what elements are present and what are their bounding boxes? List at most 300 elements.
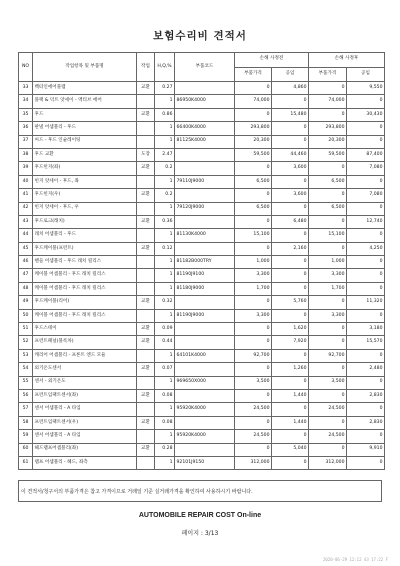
row-work	[137, 122, 155, 135]
table-row	[19, 162, 385, 175]
row-after-labor: 0	[347, 376, 385, 389]
row-work	[137, 256, 155, 269]
row-code: 81182B000TRY	[175, 256, 235, 269]
row-no: 49	[19, 296, 33, 309]
row-before-part-price: 0	[235, 323, 272, 336]
row-after-labor: 0	[347, 282, 385, 295]
row-code	[175, 108, 235, 121]
row-work: 교환	[137, 389, 155, 402]
row-code	[175, 82, 235, 95]
row-before-labor: 0	[272, 456, 309, 469]
row-before-part-price: 59,500	[235, 148, 272, 161]
row-work: 교환	[137, 215, 155, 228]
row-no: 34	[19, 95, 33, 108]
row-before-part-price: 0	[235, 242, 272, 255]
row-no: 37	[19, 135, 33, 148]
row-before-labor: 0	[272, 376, 309, 389]
row-item: 헤드램프어셈블리(좌)	[33, 443, 137, 456]
row-code: 81190J9100	[175, 269, 235, 282]
row-item: 후드힌지(좌)	[33, 162, 137, 175]
row-no: 54	[19, 363, 33, 376]
row-code	[175, 148, 235, 161]
table-row	[19, 189, 385, 202]
table-row	[19, 175, 385, 188]
row-before-labor: 0	[272, 135, 309, 148]
row-no: 46	[19, 256, 33, 269]
row-before-part-price: 24,500	[235, 403, 272, 416]
row-item: 씨드 - 후드 인슐레이팅	[33, 135, 137, 148]
row-code: 95920K4000	[175, 403, 235, 416]
row-after-labor: 0	[347, 430, 385, 443]
row-work: 교환	[137, 323, 155, 336]
row-work: 교환	[137, 363, 155, 376]
row-before-labor: 5,040	[272, 443, 309, 456]
row-before-part-price: 0	[235, 189, 272, 202]
row-no: 56	[19, 389, 33, 402]
row-after-labor: 9,550	[347, 82, 385, 95]
row-before-part-price: 312,000	[235, 456, 272, 469]
row-no: 42	[19, 202, 33, 215]
row-code	[175, 215, 235, 228]
row-hq: 1	[155, 282, 175, 295]
row-code: 81130K4000	[175, 229, 235, 242]
row-hq: 0.36	[155, 215, 175, 228]
row-after-part-price: 0	[309, 336, 347, 349]
header-after: 손해 사정후	[309, 53, 385, 68]
row-after-part-price: 0	[309, 108, 347, 121]
row-hq: 0.2	[155, 162, 175, 175]
row-before-labor: 0	[272, 309, 309, 322]
row-before-part-price: 3,300	[235, 309, 272, 322]
row-hq: 0.07	[155, 363, 175, 376]
row-hq: 1	[155, 95, 175, 108]
row-before-part-price: 3,500	[235, 376, 272, 389]
row-after-part-price: 59,500	[309, 148, 347, 161]
row-before-labor: 0	[272, 349, 309, 362]
row-no: 52	[19, 336, 33, 349]
row-after-part-price: 0	[309, 363, 347, 376]
row-no: 60	[19, 443, 33, 456]
row-before-part-price: 0	[235, 443, 272, 456]
row-code: 79110J9000	[175, 175, 235, 188]
row-item: 힌지 앗세이 - 후드, 좌	[33, 175, 137, 188]
row-no: 41	[19, 189, 33, 202]
row-item: 캐리어 어셈블리 - 프론트 엔드 모듈	[33, 349, 137, 362]
row-after-part-price: 3,300	[309, 269, 347, 282]
row-code	[175, 323, 235, 336]
table-row	[19, 389, 385, 402]
table-row	[19, 443, 385, 456]
row-before-part-price: 15,100	[235, 229, 272, 242]
table-body	[19, 82, 385, 470]
row-after-labor: 0	[347, 349, 385, 362]
row-item: 프런트패널(블록차)	[33, 336, 137, 349]
row-work: 교환	[137, 82, 155, 95]
row-item: 플랙 & 덕트 앗세이 - 액티브 에어	[33, 95, 137, 108]
row-before-part-price: 0	[235, 336, 272, 349]
row-no: 35	[19, 108, 33, 121]
row-after-part-price: 92,700	[309, 349, 347, 362]
row-hq: 1	[155, 122, 175, 135]
row-before-part-price: 24,500	[235, 430, 272, 443]
row-before-part-price: 0	[235, 416, 272, 429]
header-after-labor: 공임	[347, 67, 385, 82]
row-before-labor: 3,600	[272, 162, 309, 175]
row-work	[137, 95, 155, 108]
table-row	[19, 242, 385, 255]
row-before-labor: 1,260	[272, 363, 309, 376]
row-before-part-price: 0	[235, 162, 272, 175]
row-work: 교환	[137, 416, 155, 429]
row-work	[137, 229, 155, 242]
row-after-part-price: 1,000	[309, 256, 347, 269]
row-before-labor: 0	[272, 122, 309, 135]
row-hq: 0.28	[155, 443, 175, 456]
row-before-labor: 2,160	[272, 242, 309, 255]
row-item: 후드케이블(리어)	[33, 296, 137, 309]
row-item: 케이블 어셈블리 - 후드 래치 릴리스	[33, 269, 137, 282]
row-after-part-price: 0	[309, 189, 347, 202]
row-before-part-price: 6,500	[235, 175, 272, 188]
row-before-labor: 1,440	[272, 389, 309, 402]
row-after-part-price: 293,800	[309, 122, 347, 135]
row-no: 48	[19, 282, 33, 295]
row-after-part-price: 20,300	[309, 135, 347, 148]
table-row	[19, 202, 385, 215]
row-after-labor: 9,910	[347, 443, 385, 456]
row-after-part-price: 6,500	[309, 202, 347, 215]
row-item: 프런트임팩트센서(우)	[33, 416, 137, 429]
table-row	[19, 269, 385, 282]
row-before-part-price: 92,700	[235, 349, 272, 362]
row-item: 판넬 어셈블리 - 후드	[33, 122, 137, 135]
header-after-part-price: 부품가격	[309, 67, 347, 82]
row-after-part-price: 0	[309, 82, 347, 95]
row-after-labor: 30,430	[347, 108, 385, 121]
row-no: 40	[19, 175, 33, 188]
table-row	[19, 430, 385, 443]
page-number: 페이지 : 3/13	[181, 530, 219, 537]
row-no: 47	[19, 269, 33, 282]
row-before-part-price: 0	[235, 389, 272, 402]
row-before-labor: 0	[272, 175, 309, 188]
row-item: 센서 어셈블리 - A 타입	[33, 403, 137, 416]
table-row	[19, 148, 385, 161]
row-item: 후드 교환	[33, 148, 137, 161]
row-after-part-price: 15,100	[309, 229, 347, 242]
row-item: 후드	[33, 108, 137, 121]
table-row	[19, 95, 385, 108]
row-item: 핸들 어셈블리 - 후드 래치 릴리스	[33, 256, 137, 269]
row-code	[175, 336, 235, 349]
row-after-part-price: 0	[309, 323, 347, 336]
row-hq: 0.27	[155, 82, 175, 95]
estimate-table	[18, 52, 385, 470]
table-row	[19, 256, 385, 269]
row-code	[175, 443, 235, 456]
row-hq: 0.08	[155, 389, 175, 402]
row-after-labor: 0	[347, 122, 385, 135]
row-work	[137, 269, 155, 282]
row-after-part-price: 6,500	[309, 175, 347, 188]
row-after-part-price: 0	[309, 389, 347, 402]
row-code: 81180J9000	[175, 282, 235, 295]
row-after-labor: 3,180	[347, 323, 385, 336]
row-before-labor: 7,920	[272, 336, 309, 349]
row-hq: 1	[155, 309, 175, 322]
row-before-labor: 0	[272, 403, 309, 416]
header-before-labor: 공임	[272, 67, 309, 82]
row-no: 36	[19, 122, 33, 135]
row-before-labor: 0	[272, 95, 309, 108]
print-timestamp: 2020-06-29 12:12 43 17:22 F	[322, 557, 388, 562]
row-item: 백터인에어플랩	[33, 82, 137, 95]
row-work	[137, 282, 155, 295]
row-item: 케이블 어셈블리 - 후드 래치 릴리스	[33, 282, 137, 295]
row-after-part-price: 74,000	[309, 95, 347, 108]
row-after-part-price: 1,700	[309, 282, 347, 295]
row-before-labor: 3,600	[272, 189, 309, 202]
row-hq: 1	[155, 430, 175, 443]
row-work	[137, 456, 155, 469]
row-after-part-price: 24,500	[309, 430, 347, 443]
row-code	[175, 389, 235, 402]
table-row	[19, 363, 385, 376]
row-after-labor: 15,570	[347, 336, 385, 349]
row-work	[137, 135, 155, 148]
row-before-labor: 5,760	[272, 296, 309, 309]
row-before-part-price: 0	[235, 363, 272, 376]
row-hq: 0.09	[155, 323, 175, 336]
row-item: 프런트임팩트센서(좌)	[33, 389, 137, 402]
row-item: 케이블 어셈블리 - 후드 래치 릴리스	[33, 309, 137, 322]
row-after-part-price: 3,300	[309, 309, 347, 322]
row-before-labor: 0	[272, 269, 309, 282]
row-code	[175, 296, 235, 309]
row-before-labor: 6,480	[272, 215, 309, 228]
header-item: 작업항목 및 부품명	[33, 53, 137, 82]
row-no: 44	[19, 229, 33, 242]
row-code: 95920K4000	[175, 430, 235, 443]
row-after-part-price: 3,500	[309, 376, 347, 389]
row-hq: 0.2	[155, 189, 175, 202]
row-before-part-price: 6,500	[235, 202, 272, 215]
row-before-labor: 1,440	[272, 416, 309, 429]
row-hq: 2.47	[155, 148, 175, 161]
row-item: 후드힌지(우)	[33, 189, 137, 202]
row-after-labor: 0	[347, 269, 385, 282]
table-row	[19, 229, 385, 242]
row-work	[137, 349, 155, 362]
row-before-labor: 0	[272, 282, 309, 295]
row-after-labor: 0	[347, 256, 385, 269]
row-code: 81125K4000	[175, 135, 235, 148]
row-item: 외기온도센서	[33, 363, 137, 376]
row-before-part-price: 3,300	[235, 269, 272, 282]
row-item: 힌지 앗세이 - 후드, 우	[33, 202, 137, 215]
table-row	[19, 323, 385, 336]
row-before-labor: 15,480	[272, 108, 309, 121]
row-hq: 0.86	[155, 108, 175, 121]
table-row	[19, 215, 385, 228]
row-item: 램프 어셈블리 - 헤드, 좌측	[33, 456, 137, 469]
header-hq: H,Q,%	[155, 53, 175, 82]
row-before-labor: 44,460	[272, 148, 309, 161]
row-before-part-price: 0	[235, 108, 272, 121]
row-hq: 1	[155, 349, 175, 362]
row-code	[175, 416, 235, 429]
row-code: 81190J9000	[175, 309, 235, 322]
row-after-labor: 4,250	[347, 242, 385, 255]
row-after-labor: 11,320	[347, 296, 385, 309]
row-work: 교환	[137, 296, 155, 309]
row-work	[137, 430, 155, 443]
table-row	[19, 135, 385, 148]
row-code	[175, 189, 235, 202]
row-work: 교환	[137, 108, 155, 121]
row-after-part-price: 0	[309, 443, 347, 456]
row-hq: 1	[155, 175, 175, 188]
table-row	[19, 376, 385, 389]
row-code	[175, 162, 235, 175]
row-before-part-price: 74,000	[235, 95, 272, 108]
row-work	[137, 376, 155, 389]
row-after-part-price: 0	[309, 296, 347, 309]
row-no: 51	[19, 323, 33, 336]
row-hq: 0.32	[155, 296, 175, 309]
row-code: 66400K4000	[175, 122, 235, 135]
row-no: 59	[19, 430, 33, 443]
row-after-labor: 0	[347, 229, 385, 242]
row-work: 교환	[137, 443, 155, 456]
row-hq: 0.08	[155, 416, 175, 429]
row-hq: 0.12	[155, 242, 175, 255]
row-item: 후드케이블(프런트)	[33, 242, 137, 255]
row-no: 39	[19, 162, 33, 175]
row-before-labor: 0	[272, 229, 309, 242]
row-after-part-price: 0	[309, 416, 347, 429]
row-hq: 1	[155, 229, 175, 242]
row-after-labor: 0	[347, 95, 385, 108]
row-after-labor: 7,080	[347, 189, 385, 202]
row-code: 969650X000	[175, 376, 235, 389]
table-row	[19, 456, 385, 469]
row-after-labor: 12,740	[347, 215, 385, 228]
row-no: 55	[19, 376, 33, 389]
row-no: 53	[19, 349, 33, 362]
row-before-labor: 1,620	[272, 323, 309, 336]
table-row	[19, 122, 385, 135]
row-after-labor: 0	[347, 403, 385, 416]
row-after-part-price: 0	[309, 215, 347, 228]
row-after-part-price: 24,500	[309, 403, 347, 416]
row-code: 86950K4000	[175, 95, 235, 108]
header-before-part-price: 부품가격	[235, 67, 272, 82]
row-after-labor: 87,400	[347, 148, 385, 161]
row-work	[137, 403, 155, 416]
row-before-part-price: 0	[235, 82, 272, 95]
table-row	[19, 349, 385, 362]
row-after-labor: 0	[347, 175, 385, 188]
table-row	[19, 336, 385, 349]
row-no: 43	[19, 215, 33, 228]
row-before-part-price: 293,800	[235, 122, 272, 135]
row-no: 50	[19, 309, 33, 322]
footer-brand: AUTOMOBILE REPAIR COST On-line	[138, 512, 262, 519]
document-title: 보험수리비 견적서	[153, 30, 247, 42]
row-before-part-price: 0	[235, 215, 272, 228]
row-after-labor: 2,830	[347, 389, 385, 402]
row-before-part-price: 1,000	[235, 256, 272, 269]
table-row	[19, 309, 385, 322]
table-row	[19, 296, 385, 309]
header-code: 부품코드	[175, 53, 235, 82]
row-item: 후드스테이	[33, 323, 137, 336]
row-after-labor: 0	[347, 202, 385, 215]
table-row	[19, 82, 385, 95]
row-after-labor: 2,480	[347, 363, 385, 376]
row-no: 58	[19, 416, 33, 429]
row-no: 57	[19, 403, 33, 416]
row-hq: 1	[155, 403, 175, 416]
row-work: 교환	[137, 162, 155, 175]
row-work: 교환	[137, 189, 155, 202]
row-work	[137, 175, 155, 188]
row-before-labor: 0	[272, 256, 309, 269]
row-work: 교환	[137, 336, 155, 349]
row-hq: 0.44	[155, 336, 175, 349]
row-work	[137, 202, 155, 215]
row-after-labor: 0	[347, 456, 385, 469]
row-no: 45	[19, 242, 33, 255]
row-code: 92101J9150	[175, 456, 235, 469]
row-code	[175, 242, 235, 255]
row-after-labor: 2,830	[347, 416, 385, 429]
row-after-part-price: 312,000	[309, 456, 347, 469]
row-hq: 1	[155, 376, 175, 389]
row-work: 교환	[137, 242, 155, 255]
row-hq: 1	[155, 456, 175, 469]
row-hq: 1	[155, 202, 175, 215]
row-after-labor: 7,080	[347, 162, 385, 175]
row-before-labor: 4,860	[272, 82, 309, 95]
table-row	[19, 416, 385, 429]
row-no: 38	[19, 148, 33, 161]
row-code	[175, 363, 235, 376]
row-hq: 1	[155, 256, 175, 269]
row-before-labor: 0	[272, 430, 309, 443]
price-notice: 이 견적서/청구서의 부품가격은 참고 가격이므로 거래일 기준 실거래가격을 확인하여 사용하시기 바랍니다.	[18, 480, 382, 502]
row-before-part-price: 0	[235, 296, 272, 309]
row-item: 후드로크(래치)	[33, 215, 137, 228]
row-code: 79120J9000	[175, 202, 235, 215]
row-work: 도장	[137, 148, 155, 161]
table-row	[19, 108, 385, 121]
table-row	[19, 403, 385, 416]
row-before-part-price: 20,300	[235, 135, 272, 148]
row-after-labor: 0	[347, 135, 385, 148]
row-no: 61	[19, 456, 33, 469]
row-item: 센서 어셈블리 - A 타입	[33, 430, 137, 443]
row-hq: 1	[155, 269, 175, 282]
header-no: NO	[19, 53, 33, 82]
row-item: 센서 - 외기온도	[33, 376, 137, 389]
row-before-part-price: 1,700	[235, 282, 272, 295]
header-before: 손해 사정전	[235, 53, 309, 68]
row-before-labor: 0	[272, 202, 309, 215]
row-no: 33	[19, 82, 33, 95]
row-after-labor: 0	[347, 309, 385, 322]
